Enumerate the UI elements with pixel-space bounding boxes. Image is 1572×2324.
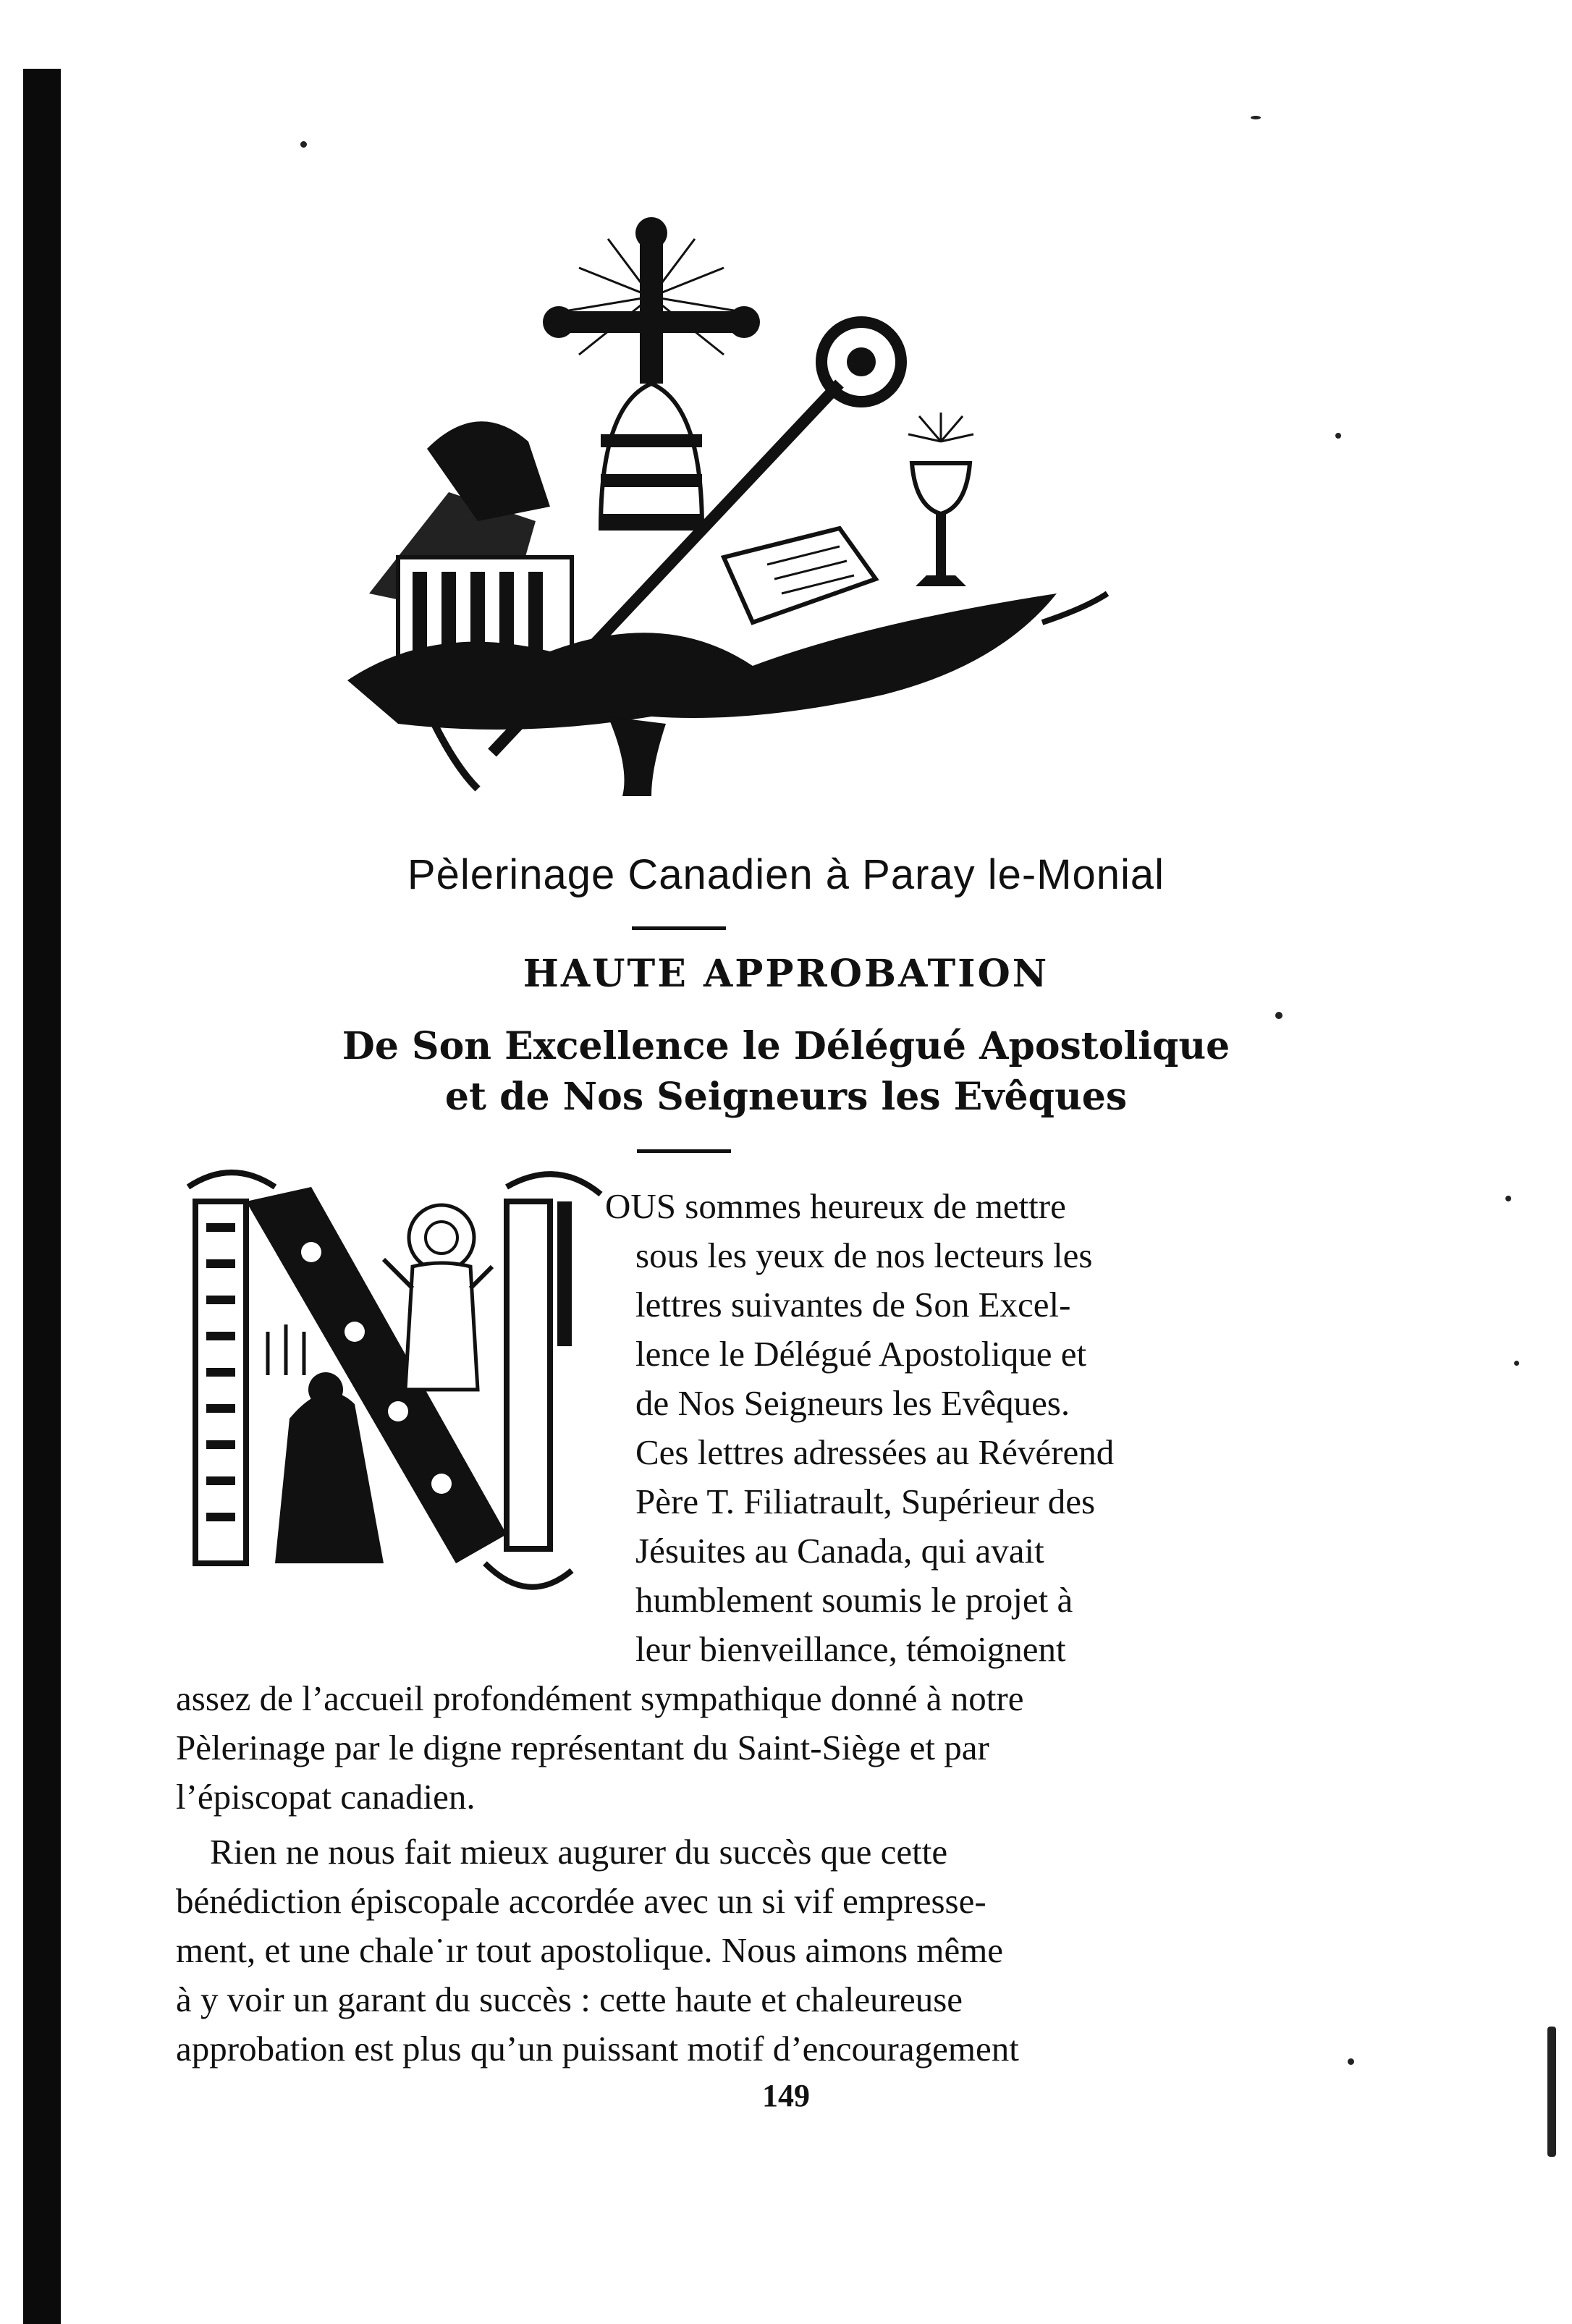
text-line: sous les yeux de nos lecteurs les (635, 1235, 1093, 1275)
title-rule (632, 926, 726, 930)
text-line: OUS sommes heureux de mettre (605, 1186, 1066, 1226)
text-line: lence le Délégué Apostolique et (635, 1334, 1087, 1374)
text-line: assez de l’accueil profondément sympathique donné à notre (176, 1678, 1024, 1718)
text-line: bénédiction épiscopale accordée avec un si vif empresse- (176, 1881, 986, 1921)
running-title: Pèlerinage Canadien à Paray le-Monial (407, 851, 1165, 898)
scan-speck (1335, 433, 1341, 439)
text-line: ment, et une chale˙ır tout apostolique. Nous aimons même (176, 1930, 1004, 1970)
subheading-line-1: De Son Excellence le Délégué Apostolique (342, 1024, 1230, 1068)
scan-speck (300, 141, 307, 148)
scan-speck (1505, 1196, 1511, 1201)
illuminated-initial-N (166, 1158, 615, 1607)
subheading-line-2: et de Nos Seigneurs les Evêques (444, 1075, 1128, 1119)
text-line: approbation est plus qu’un puissant motif d’encouragement (176, 2029, 1019, 2069)
scan-speck (1275, 1012, 1282, 1019)
text-line: à y voir un garant du succès : cette haute et chaleureuse (176, 1979, 963, 2019)
text-line: lettres suivantes de Son Excel- (635, 1285, 1071, 1324)
page-number: 149 (762, 2078, 810, 2113)
papal-regalia-ornament (290, 217, 1122, 818)
binding-edge (23, 69, 61, 2324)
scan-speck (1251, 116, 1261, 119)
text-line: Jésuites au Canada, qui avait (635, 1531, 1044, 1571)
text-line: leur bienveillance, témoignent (635, 1629, 1066, 1669)
main-heading: HAUTE APPROBATION (523, 952, 1049, 996)
text-line: Ces lettres adressées au Révérend (635, 1432, 1115, 1472)
scan-speck (1514, 1361, 1519, 1366)
text-line: Père T. Filiatrault, Supérieur des (635, 1482, 1096, 1521)
text-line: de Nos Seigneurs les Evêques. (635, 1383, 1070, 1423)
heading-rule (637, 1149, 731, 1153)
scan-speck (1348, 2058, 1354, 2065)
text-line: humblement soumis le projet à (635, 1580, 1073, 1620)
text-line: Pèlerinage par le digne représentant du Saint-Siège et par (176, 1728, 989, 1767)
text-line: Rien ne nous fait mieux augurer du succès que cette (210, 1832, 948, 1872)
text-line: l’épiscopat canadien. (176, 1777, 476, 1817)
